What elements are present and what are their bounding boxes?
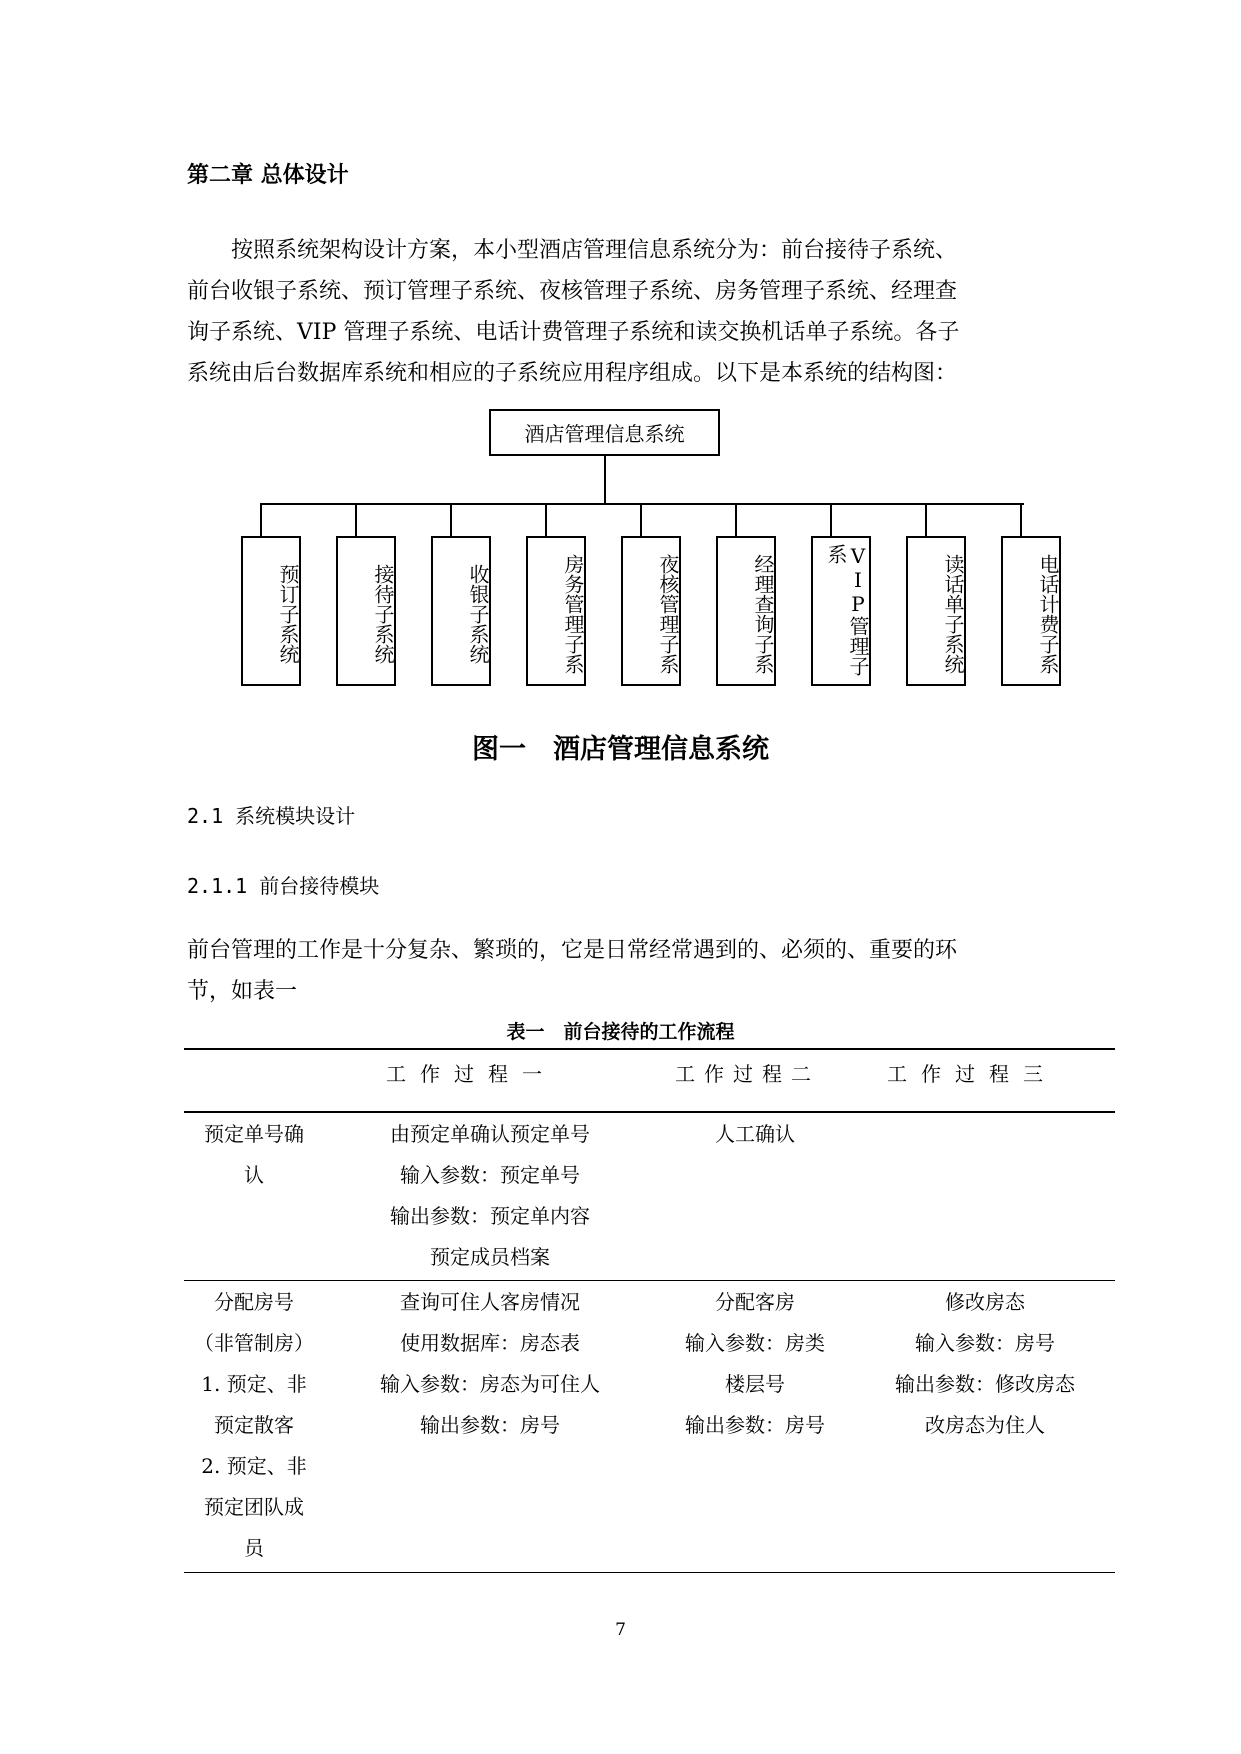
table-cell (340, 1114, 640, 1278)
cell-line: 预定团队成 (204, 1495, 304, 1519)
body-paragraph (187, 930, 1057, 1012)
table-row-rule (184, 1280, 1115, 1281)
table-cell (184, 1282, 324, 1569)
table-cell (650, 1114, 860, 1155)
diagram-connector (604, 456, 606, 504)
diagram-connector (830, 503, 832, 537)
diagram-child-node: 房务管理子系 (526, 536, 586, 686)
table-top-rule (184, 1048, 1115, 1050)
section-heading-2-1-1: 2.1.1 前台接待模块 (187, 874, 380, 898)
diagram-connector (545, 503, 547, 537)
cell-line: 输入参数：房态为可住人 (380, 1372, 600, 1396)
cell-line: 使用数据库：房态表 (400, 1331, 580, 1355)
cell-line: 人工确认 (715, 1122, 795, 1146)
diagram-child-node: 夜核管理子系 (621, 536, 681, 686)
cell-line: 输入参数：房号 (915, 1331, 1055, 1355)
table-header: 工作过程一 (386, 1062, 556, 1086)
cell-line: 输出参数：房号 (685, 1413, 825, 1437)
intro-paragraph (187, 230, 1057, 394)
cell-line: 由预定单确认预定单号 (390, 1122, 590, 1146)
diagram-connector (260, 503, 1024, 505)
table-header-rule (184, 1111, 1115, 1113)
table-cell (650, 1282, 860, 1446)
cell-line: 输入参数：房类 (685, 1331, 825, 1355)
paragraph-line: 节，如表一 (187, 979, 298, 1004)
diagram-child-node: 预订子系统 (241, 536, 301, 686)
cell-line: 认 (244, 1163, 264, 1187)
cell-line: 预定成员档案 (430, 1245, 550, 1269)
section-heading-2-1: 2.1 系统模块设计 (187, 804, 356, 828)
paragraph-line: 前台收银子系统、预订管理子系统、夜核管理子系统、房务管理子系统、经理查 (187, 279, 958, 304)
figure-caption: 图一 酒店管理信息系统 (472, 734, 769, 765)
cell-line: 预定散客 (214, 1413, 294, 1437)
diagram-child-node: 经理查询子系 (716, 536, 776, 686)
cell-line: 查询可住人客房情况 (400, 1290, 580, 1314)
diagram-child-node: 收银子系统 (431, 536, 491, 686)
cell-line: （非管制房） (194, 1331, 314, 1355)
diagram-child-node: VIP管理子系 (811, 536, 871, 686)
paragraph-line: 前台管理的工作是十分复杂、繁琐的，它是日常经常遇到的、必须的、重要的环 (187, 938, 958, 963)
table-cell (870, 1282, 1100, 1446)
cell-line: 改房态为住人 (925, 1413, 1045, 1437)
paragraph-line: 系统由后台数据库系统和相应的子系统应用程序组成。以下是本系统的结构图： (187, 361, 958, 386)
table-cell (184, 1114, 324, 1196)
diagram-child-node: 读话单子系统 (906, 536, 966, 686)
cell-line: 楼层号 (725, 1372, 785, 1396)
cell-line: 输出参数：房号 (420, 1413, 560, 1437)
cell-line: 输入参数：预定单号 (400, 1163, 580, 1187)
paragraph-line: 询子系统、VIP 管理子系统、电话计费管理子系统和读交换机话单子系统。各子 (187, 320, 960, 345)
diagram-root-node: 酒店管理信息系统 (489, 409, 720, 456)
table-header: 工作过程二 (675, 1062, 820, 1086)
diagram-connector (355, 503, 357, 537)
page-number: 7 (615, 1620, 626, 1640)
cell-line: 分配客房 (715, 1290, 795, 1314)
cell-line: 输出参数：预定单内容 (390, 1204, 590, 1228)
cell-line: 员 (244, 1536, 264, 1560)
diagram-connector (450, 503, 452, 537)
table-caption: 表一 前台接待的工作流程 (506, 1021, 735, 1043)
diagram-child-node: 接待子系统 (336, 536, 396, 686)
diagram-connector (640, 503, 642, 537)
cell-line: 输出参数：修改房态 (895, 1372, 1075, 1396)
table-header: 工作过程三 (887, 1062, 1057, 1086)
cell-line: 1. 预定、非 (201, 1372, 307, 1396)
table-cell (340, 1282, 640, 1446)
diagram-connector (735, 503, 737, 537)
cell-line: 预定单号确 (204, 1122, 304, 1146)
cell-line: 修改房态 (945, 1290, 1025, 1314)
cell-line: 分配房号 (214, 1290, 294, 1314)
diagram-connector (925, 503, 927, 537)
diagram-connector (260, 503, 262, 537)
chapter-title: 第二章 总体设计 (187, 163, 349, 188)
diagram-child-node: 电话计费子系 (1001, 536, 1061, 686)
table-bottom-rule (184, 1572, 1115, 1573)
cell-line: 2. 预定、非 (201, 1454, 307, 1478)
diagram-connector (1020, 503, 1022, 537)
paragraph-line: 按照系统架构设计方案，本小型酒店管理信息系统分为：前台接待子系统、 (231, 238, 958, 263)
